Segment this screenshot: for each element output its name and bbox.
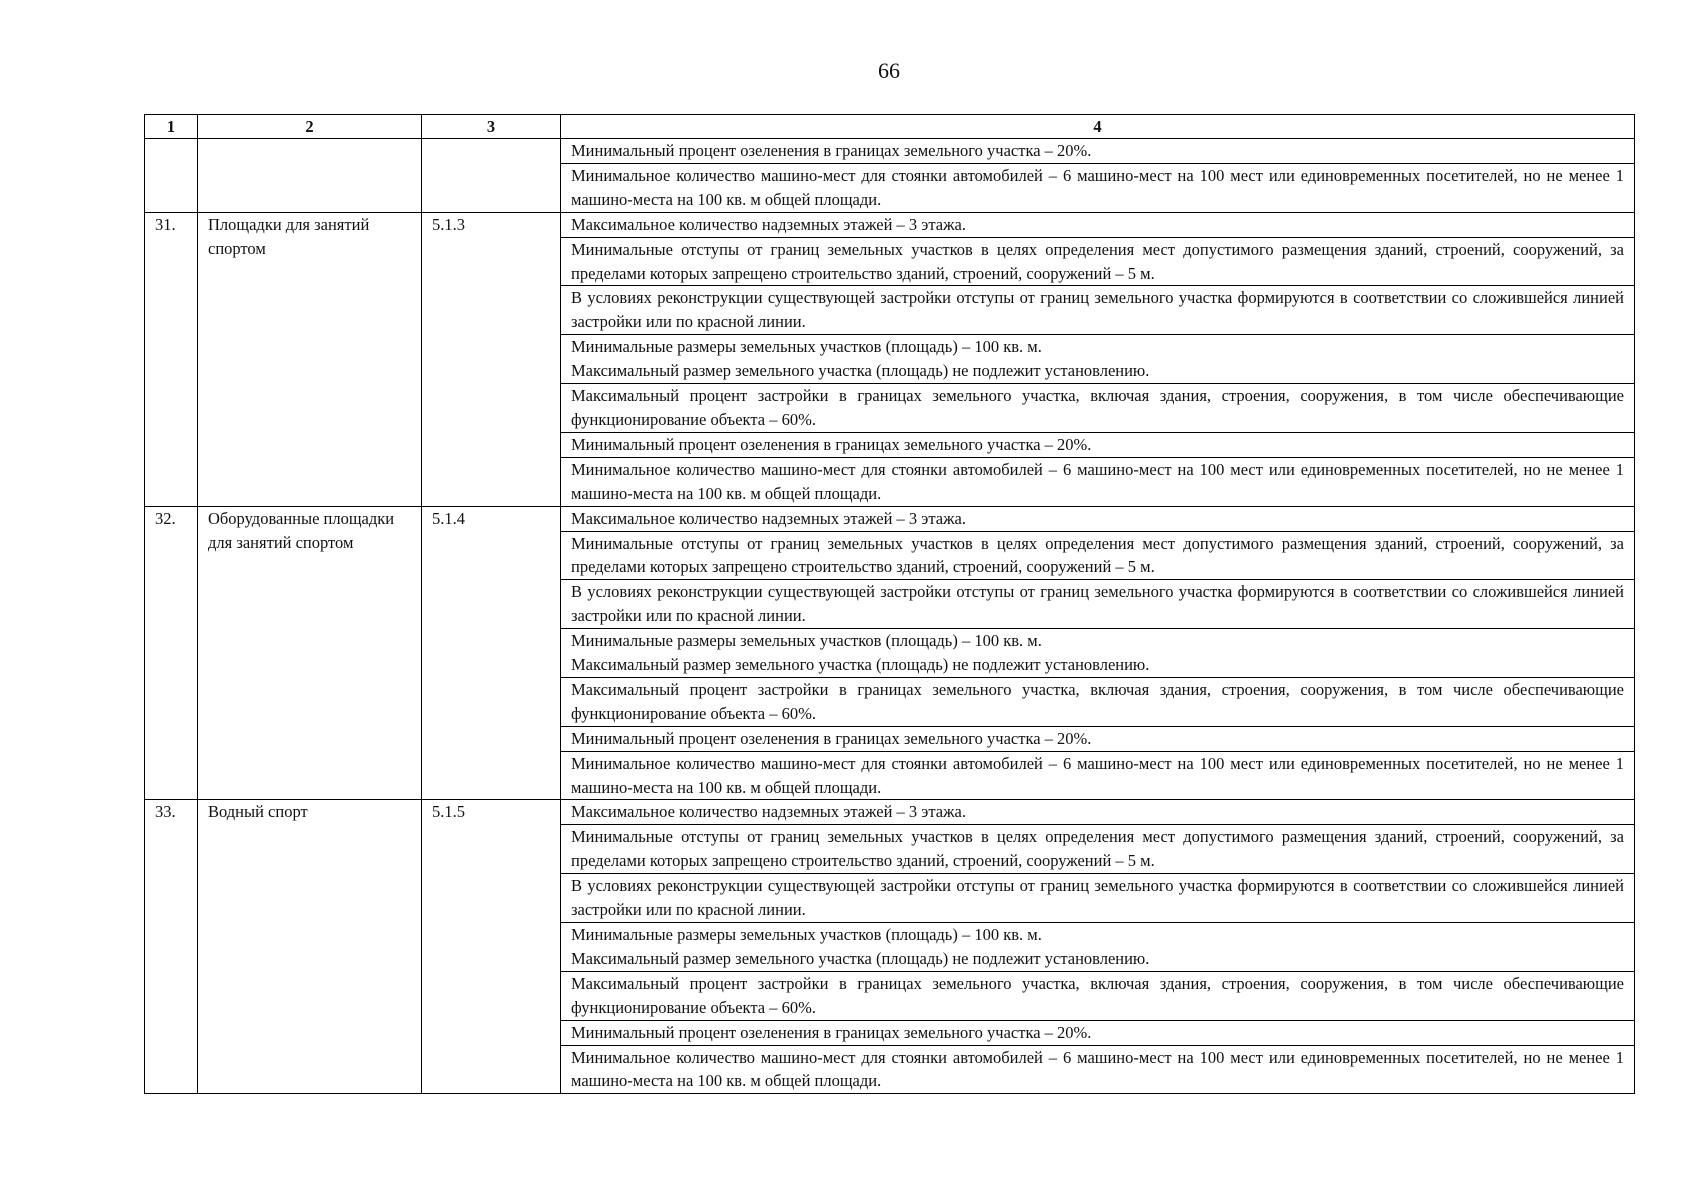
requirement-cell [561,506,1635,531]
classifier-code: 5.1.5 [422,800,561,1094]
regulations-table [144,114,1635,1094]
requirement-text: Минимальные отступы от границ земельных участков в целях определения мест допустимого размещения зданий, строений, сооружений, за пределами которых запрещено строительство зданий, строений, сооружений – 5 м. [571,827,1624,871]
requirement-cell [561,1045,1635,1094]
requirement-cell [561,726,1635,751]
requirement-text: В условиях реконструкции существующей застройки отступы от границ земельного участка формируются в соответствии со сложившейся линией застройки или по красной линии. [571,582,1624,626]
requirement-text: Максимальное количество надземных этажей – 3 этажа. [571,802,966,822]
header-col-3: 3 [422,115,561,139]
row-number: 32. [145,506,198,800]
requirement-cell [561,580,1635,629]
requirement-text: Минимальный процент озеленения в границах земельного участка – 20%. [571,434,1092,454]
classifier-code: 5.1.3 [422,212,561,506]
code-cell [422,139,561,213]
requirement-text: Максимальное количество надземных этажей – 3 этажа. [571,214,966,234]
row-number: 33. [145,800,198,1094]
header-col-4: 4 [561,115,1635,139]
requirement-cell [561,457,1635,506]
requirement-text: Максимальный размер земельного участка (площадь) не подлежит установлению. [571,948,1150,968]
requirement-cell [561,825,1635,874]
requirement-cell [561,163,1635,212]
header-row [145,115,1635,139]
requirement-text: Минимальные размеры земельных участков (площадь) – 100 кв. м. [571,631,1042,651]
permitted-use-name: Оборудованные площадки для занятий спортом [198,506,422,800]
requirement-text: Максимальный размер земельного участка (площадь) не подлежит установлению. [571,361,1150,381]
requirement-text: Минимальное количество машино-мест для стоянки автомобилей – 6 машино-мест на 100 мест или единовременных посетителей, но не менее 1 машино-места на 100 кв. м общей площади. [571,165,1624,209]
classifier-code: 5.1.4 [422,506,561,800]
requirement-cell [561,384,1635,433]
requirement-cell [561,923,1635,972]
header-col-1: 1 [145,115,198,139]
requirement-text: Максимальный процент застройки в границах земельного участка, включая здания, строения, сооружения, в том числе обеспечивающие функционирование объекта – 60%. [571,973,1624,1017]
row-number-cell [145,139,198,213]
requirement-cell [561,139,1635,164]
permitted-use-name: Водный спорт [198,800,422,1094]
requirement-cell [561,800,1635,825]
table-row [145,800,1635,825]
requirement-text: Минимальный процент озеленения в границах земельного участка – 20%. [571,1022,1092,1042]
permitted-use-name: Площадки для занятий спортом [198,212,422,506]
requirement-cell [561,237,1635,286]
requirement-text: Минимальный процент озеленения в границах земельного участка – 20%. [571,728,1092,748]
requirement-cell [561,971,1635,1020]
requirement-text: Минимальные размеры земельных участков (площадь) – 100 кв. м. [571,337,1042,357]
requirement-cell [561,531,1635,580]
requirement-text: Максимальный процент застройки в границах земельного участка, включая здания, строения, сооружения, в том числе обеспечивающие функционирование объекта – 60%. [571,679,1624,723]
requirement-text: Минимальное количество машино-мест для стоянки автомобилей – 6 машино-мест на 100 мест или единовременных посетителей, но не менее 1 машино-места на 100 кв. м общей площади. [571,753,1624,797]
table-body [145,139,1635,1094]
requirement-cell [561,629,1635,678]
requirement-text: Максимальное количество надземных этажей – 3 этажа. [571,508,966,528]
table-row [145,506,1635,531]
requirement-cell [561,335,1635,384]
requirement-text: Максимальный процент застройки в границах земельного участка, включая здания, строения, сооружения, в том числе обеспечивающие функционирование объекта – 60%. [571,386,1624,429]
requirement-cell [561,1020,1635,1045]
requirement-text: Минимальные отступы от границ земельных участков в целях определения мест допустимого размещения зданий, строений, сооружений, за пределами которых запрещено строительство зданий, строений, сооружений – 5 м. [571,533,1624,577]
requirement-text: Минимальный процент озеленения в границах земельного участка – 20%. [571,141,1092,160]
requirement-cell [561,751,1635,800]
requirement-cell [561,432,1635,457]
permitted-use-cell [198,139,422,213]
row-number: 31. [145,212,198,506]
requirement-cell [561,677,1635,726]
requirement-cell [561,286,1635,335]
requirement-text: Максимальный размер земельного участка (площадь) не подлежит установлению. [571,655,1150,675]
table-header [145,115,1635,139]
header-col-2: 2 [198,115,422,139]
requirement-text: Минимальные отступы от границ земельных участков в целях определения мест допустимого размещения зданий, строений, сооружений, за пределами которых запрещено строительство зданий, строений, сооружений – 5 м. [571,239,1624,283]
table-row [145,212,1635,237]
requirement-text: В условиях реконструкции существующей застройки отступы от границ земельного участка формируются в соответствии со сложившейся линией застройки или по красной линии. [571,288,1624,332]
requirement-text: Минимальное количество машино-мест для стоянки автомобилей – 6 машино-мест на 100 мест или единовременных посетителей, но не менее 1 машино-места на 100 кв. м общей площади. [571,459,1624,503]
requirement-text: В условиях реконструкции существующей застройки отступы от границ земельного участка формируются в соответствии со сложившейся линией застройки или по красной линии. [571,876,1624,920]
page-number: 66 [878,58,900,83]
requirement-text: Минимальные размеры земельных участков (площадь) – 100 кв. м. [571,925,1042,944]
table-row [145,139,1635,164]
requirement-text: Минимальное количество машино-мест для стоянки автомобилей – 6 машино-мест на 100 мест или единовременных посетителей, но не менее 1 машино-места на 100 кв. м общей площади. [571,1047,1624,1091]
requirement-cell [561,212,1635,237]
requirement-cell [561,874,1635,923]
